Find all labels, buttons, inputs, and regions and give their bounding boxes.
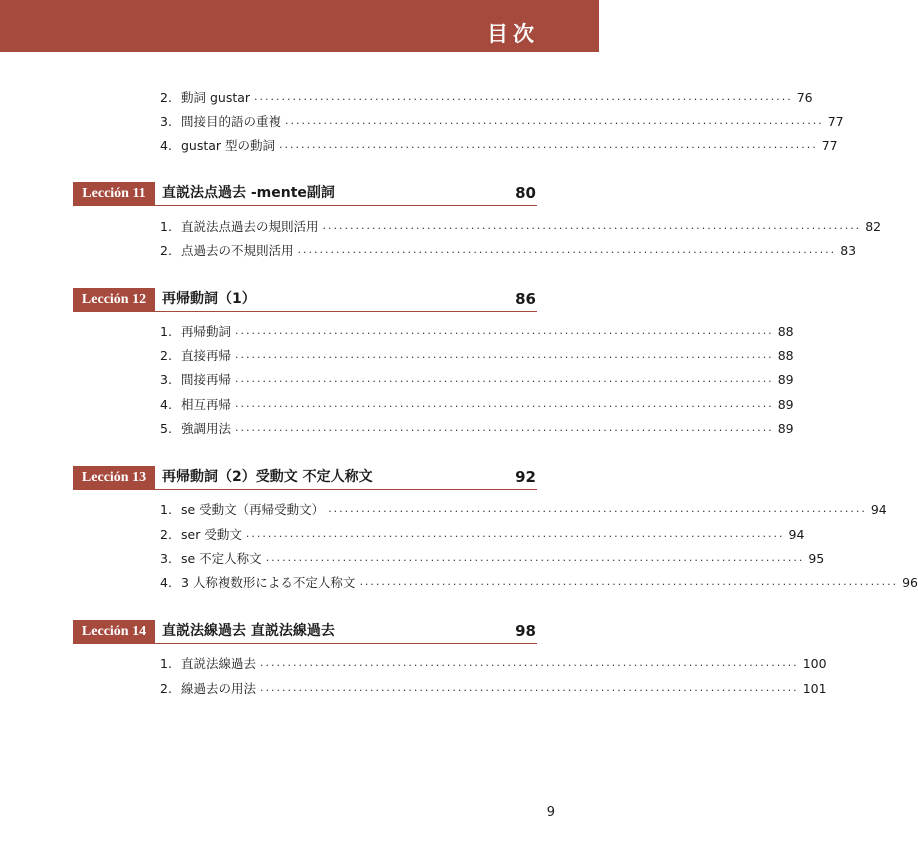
dot-leader: ..................................................................................................: [285, 114, 824, 127]
entry-title: 強調用法: [181, 421, 232, 436]
entry-title: 相互再帰: [181, 397, 232, 412]
dot-leader: ..................................................................................................: [297, 243, 837, 256]
dot-leader: ..................................................................................................: [235, 324, 774, 337]
toc-entry[interactable]: [160, 345, 794, 365]
entry-number: 1.: [160, 218, 172, 234]
entry-number: 3.: [160, 113, 172, 129]
toc-entry[interactable]: [160, 87, 813, 107]
dot-leader: ..................................................................................................: [235, 372, 774, 385]
entry-page: 101: [802, 680, 827, 696]
entry-title: ser 受動文: [181, 527, 242, 542]
entry-page: 76: [796, 89, 813, 105]
entry-title: se 不定人称文: [181, 551, 262, 566]
dot-leader: ..................................................................................................: [235, 397, 774, 410]
lesson-divider: [73, 643, 537, 644]
entry-page: 100: [802, 655, 827, 671]
toc-entry[interactable]: [160, 548, 825, 568]
lesson-divider: [73, 311, 537, 312]
entry-number: 4.: [160, 396, 172, 412]
toc-entry[interactable]: [160, 369, 794, 389]
entry-page: 89: [777, 396, 794, 412]
lesson-title[interactable]: 再帰動詞（1）: [162, 291, 256, 307]
toc-entry[interactable]: [160, 394, 794, 414]
entry-number: 5.: [160, 420, 172, 436]
entry-title: 直説法線過去: [181, 656, 257, 671]
lesson-badge: Lección 12: [73, 288, 155, 311]
page-number: 9: [546, 805, 555, 820]
dot-leader: ..................................................................................................: [245, 527, 785, 540]
lesson-divider: [73, 489, 537, 490]
dot-leader: ..................................................................................................: [265, 551, 805, 564]
lesson-title[interactable]: 再帰動詞（2）受動文 不定人称文: [162, 469, 373, 485]
entry-title: 間接再帰: [181, 372, 232, 387]
entry-page: 94: [870, 501, 887, 517]
toc-entry[interactable]: [160, 653, 827, 673]
entry-page: 88: [777, 347, 794, 363]
entry-title: 線過去の用法: [181, 681, 257, 696]
entry-page: 77: [827, 113, 844, 129]
header-band: [0, 0, 599, 52]
entry-number: 2.: [160, 680, 172, 696]
entry-title: 直説法点過去の規則活用: [181, 219, 319, 234]
toc-entry[interactable]: [160, 572, 918, 592]
lesson-title[interactable]: 直説法線過去 直説法線過去: [162, 623, 335, 639]
entry-number: 4.: [160, 574, 172, 590]
entry-page: 96: [902, 574, 918, 590]
toc-entry[interactable]: [160, 135, 838, 155]
toc-entry[interactable]: [160, 240, 857, 260]
entry-number: 2.: [160, 526, 172, 542]
dot-leader: ..................................................................................................: [254, 90, 793, 103]
dot-leader: ..................................................................................................: [322, 219, 862, 232]
lesson-badge: Lección 11: [73, 182, 155, 205]
entry-title: 間接目的語の重複: [181, 114, 282, 129]
toc-entry[interactable]: [160, 678, 827, 698]
dot-leader: ..................................................................................................: [359, 575, 899, 588]
lesson-page: 80: [515, 184, 536, 202]
entry-page: 82: [865, 218, 882, 234]
entry-number: 3.: [160, 550, 172, 566]
entry-number: 1.: [160, 655, 172, 671]
toc-entry[interactable]: [160, 216, 882, 236]
entry-page: 88: [777, 323, 794, 339]
entry-page: 89: [777, 420, 794, 436]
lesson-page: 92: [515, 468, 536, 486]
entry-page: 94: [788, 526, 805, 542]
entry-number: 2.: [160, 347, 172, 363]
entry-page: 89: [777, 371, 794, 387]
entry-title: 3 人称複数形による不定人称文: [181, 575, 356, 590]
lesson-page: 98: [515, 622, 536, 640]
toc-entry[interactable]: [160, 418, 794, 438]
toc-entry[interactable]: [160, 499, 887, 519]
dot-leader: ..................................................................................................: [328, 502, 867, 515]
entry-title: 点過去の不規則活用: [181, 243, 294, 258]
entry-number: 1.: [160, 501, 172, 517]
entry-page: 77: [821, 137, 838, 153]
entry-title: gustar 型の動詞: [181, 138, 276, 153]
toc-entry[interactable]: [160, 111, 844, 131]
entry-page: 95: [808, 550, 825, 566]
toc-entry[interactable]: [160, 321, 794, 341]
lesson-badge: Lección 14: [73, 620, 155, 643]
lesson-divider: [73, 205, 537, 206]
dot-leader: ..................................................................................................: [260, 681, 799, 694]
entry-title: 再帰動詞: [181, 324, 232, 339]
entry-title: se 受動文（再帰受動文）: [181, 502, 325, 517]
dot-leader: ..................................................................................................: [235, 421, 774, 434]
lesson-badge: Lección 13: [73, 466, 155, 489]
page-title: 目次: [487, 22, 539, 46]
dot-leader: ..................................................................................................: [235, 348, 774, 361]
entry-number: 1.: [160, 323, 172, 339]
entry-title: 動詞 gustar: [181, 90, 251, 105]
entry-page: 83: [840, 242, 857, 258]
entry-title: 直接再帰: [181, 348, 232, 363]
dot-leader: ..................................................................................................: [260, 656, 799, 669]
lesson-title[interactable]: 直説法点過去 -mente副詞: [162, 185, 335, 201]
dot-leader: ..................................................................................................: [279, 138, 818, 151]
entry-number: 2.: [160, 89, 172, 105]
entry-number: 2.: [160, 242, 172, 258]
lesson-page: 86: [515, 290, 536, 308]
entry-number: 3.: [160, 371, 172, 387]
entry-number: 4.: [160, 137, 172, 153]
toc-entry[interactable]: [160, 524, 805, 544]
